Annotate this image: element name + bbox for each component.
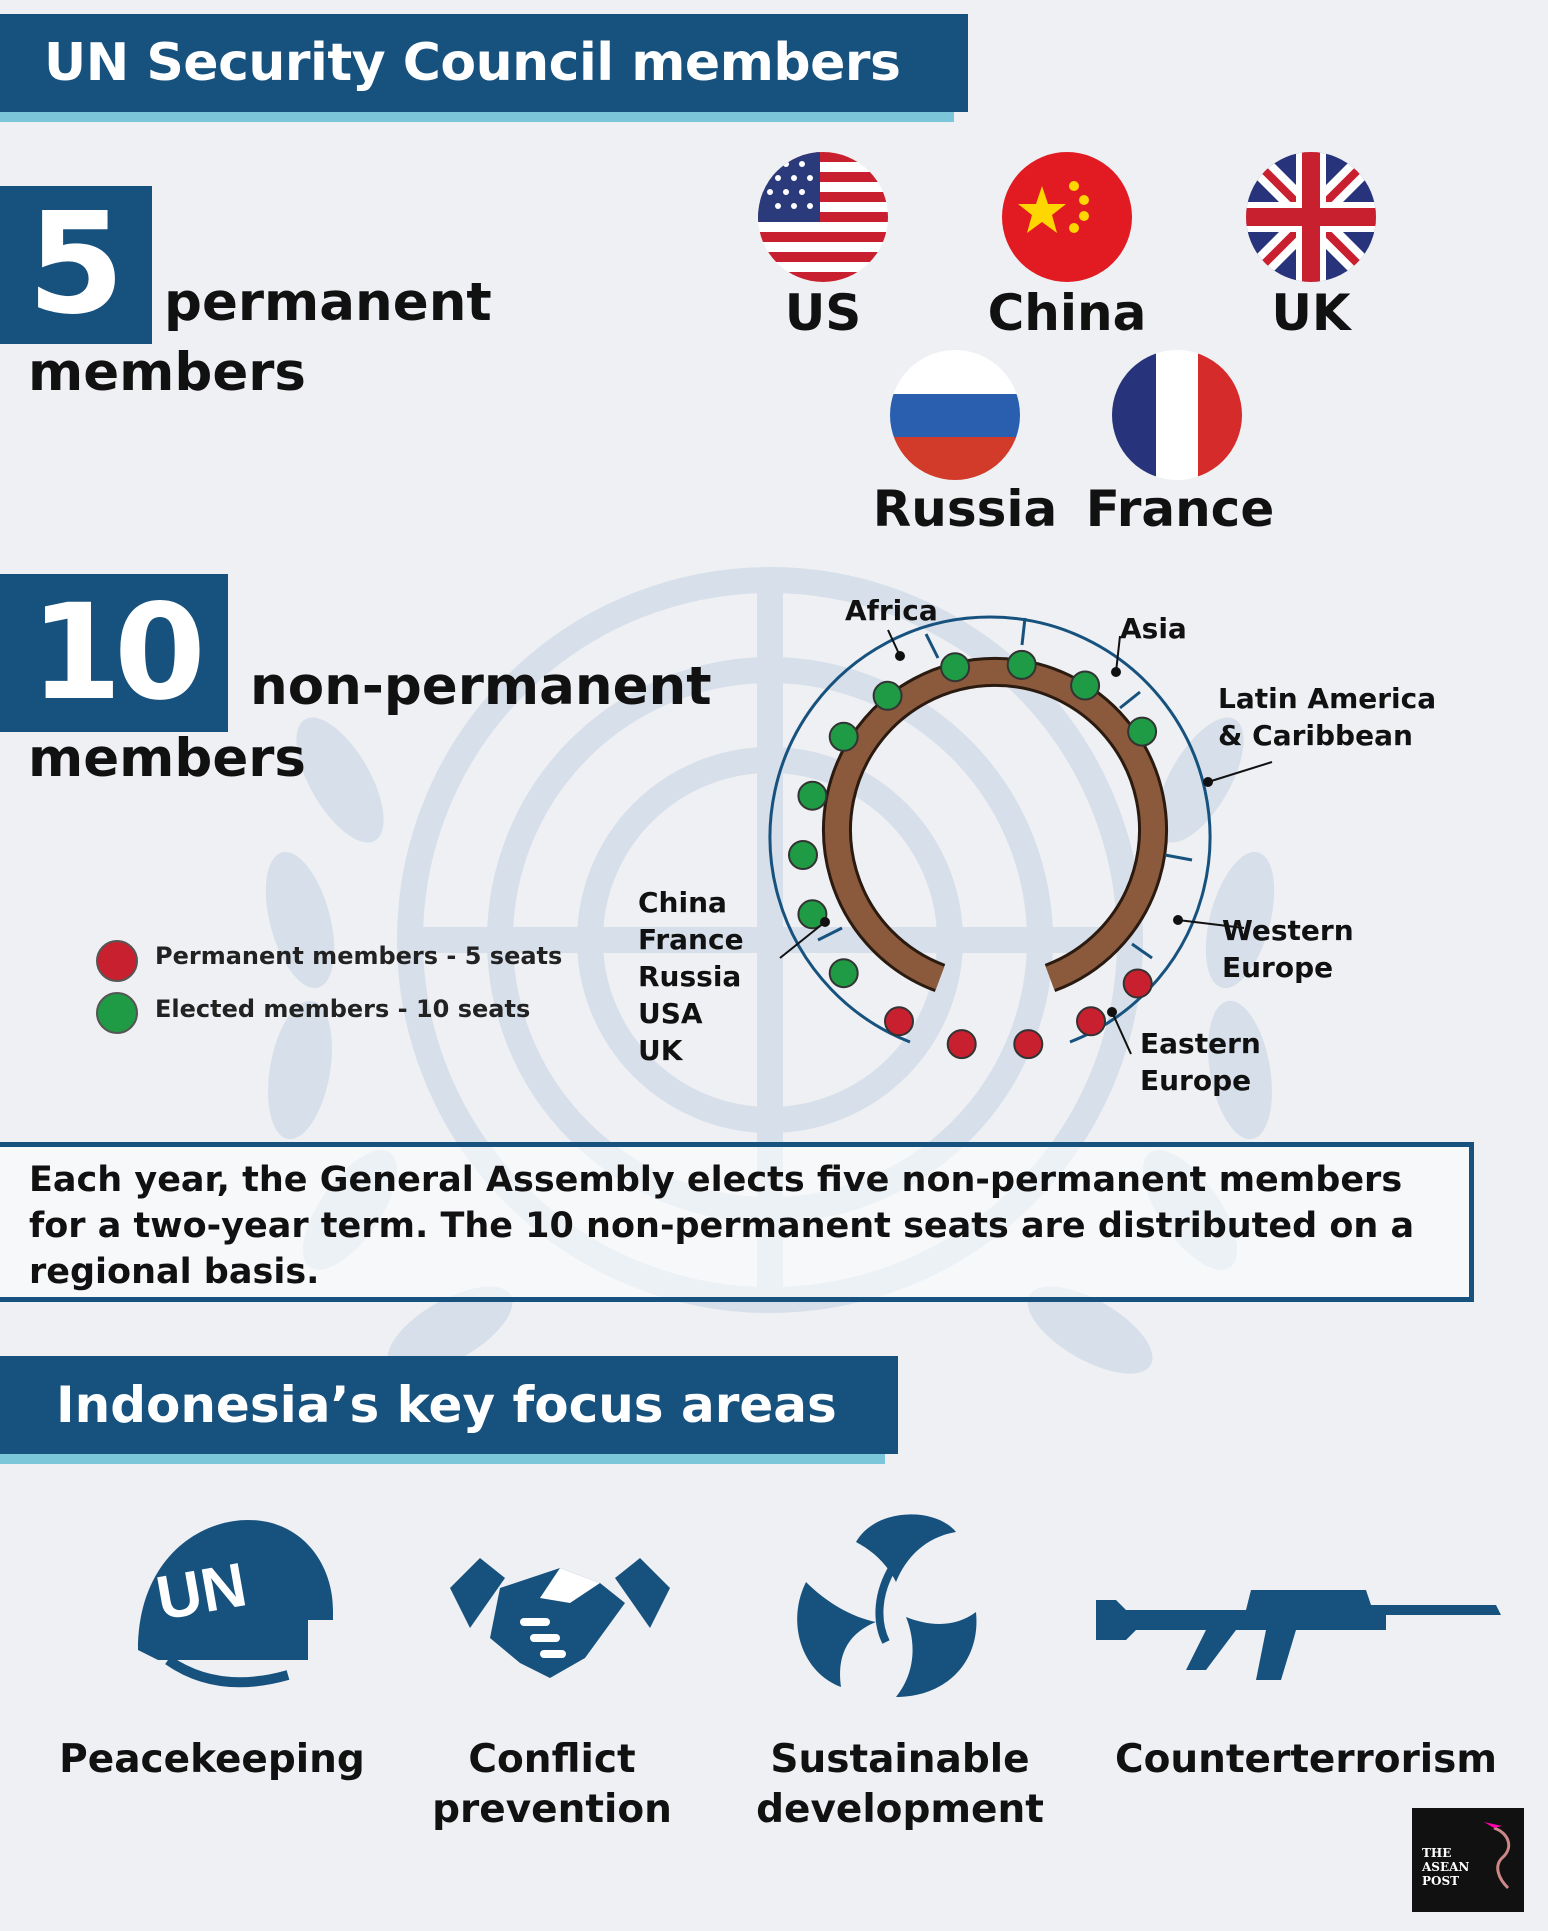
p5-china: China bbox=[638, 886, 727, 919]
p5-usa: USA bbox=[638, 997, 703, 1030]
permanent-label-1: permanent bbox=[164, 272, 492, 333]
region-western-1: Western bbox=[1222, 914, 1354, 947]
nonpermanent-label-1: non-permanent bbox=[250, 656, 712, 717]
recycle-leaves-icon bbox=[786, 1502, 986, 1702]
region-eastern-1: Eastern bbox=[1140, 1027, 1261, 1060]
focus-underline bbox=[0, 1454, 885, 1464]
p5-russia: Russia bbox=[638, 960, 742, 993]
uk-flag-icon bbox=[1246, 152, 1376, 282]
country-france: France bbox=[1085, 480, 1275, 538]
nonpermanent-count: 10 bbox=[30, 576, 198, 730]
title-banner bbox=[0, 14, 968, 112]
p5-uk: UK bbox=[638, 1034, 683, 1067]
focus-title: Indonesia’s key focus areas bbox=[56, 1376, 837, 1434]
nonpermanent-label-2: members bbox=[28, 728, 306, 789]
legend-elected-label: Elected members - 10 seats bbox=[155, 995, 531, 1023]
us-flag-icon bbox=[758, 152, 888, 282]
page-title: UN Security Council members bbox=[44, 33, 901, 93]
permanent-count: 5 bbox=[27, 183, 125, 346]
title-underline bbox=[0, 112, 954, 122]
focus-conflict-2: prevention bbox=[432, 1787, 672, 1832]
logo-line2: ASEAN bbox=[1422, 1860, 1470, 1874]
bird-icon bbox=[1474, 1818, 1518, 1898]
region-eastern-2: Europe bbox=[1140, 1064, 1252, 1097]
focus-conflict-1: Conflict bbox=[468, 1737, 636, 1782]
p5-france: France bbox=[638, 923, 744, 956]
russia-flag-icon bbox=[890, 350, 1020, 480]
region-leader-lines bbox=[740, 600, 1300, 1070]
france-flag-icon bbox=[1112, 350, 1242, 480]
legend-permanent-label: Permanent members - 5 seats bbox=[155, 942, 563, 970]
info-box bbox=[0, 1142, 1474, 1302]
rifle-icon bbox=[1096, 1570, 1506, 1700]
logo-line3: POST bbox=[1422, 1874, 1460, 1888]
focus-sustainable-1: Sustainable bbox=[770, 1737, 1030, 1782]
focus-sustainable-2: development bbox=[756, 1787, 1044, 1832]
region-latam-2: & Caribbean bbox=[1218, 719, 1413, 752]
country-uk: UK bbox=[1271, 284, 1351, 342]
logo-line1: THE bbox=[1422, 1846, 1452, 1860]
region-western-2: Europe bbox=[1222, 951, 1334, 984]
country-us: US bbox=[784, 284, 862, 342]
legend-elected-dot bbox=[96, 992, 138, 1034]
country-china: China bbox=[987, 284, 1147, 342]
country-russia: Russia bbox=[872, 480, 1058, 538]
permanent-label-2: members bbox=[28, 342, 306, 403]
permanent-count-box bbox=[0, 183, 152, 346]
region-africa: Africa bbox=[845, 594, 938, 627]
info-text: Each year, the General Assembly elects five non-permanent members for a two-year term. The 10 non-permanent seats are distributed on a regional basis. bbox=[29, 1160, 1415, 1292]
china-flag-icon bbox=[1002, 152, 1132, 282]
focus-peacekeeping: Peacekeeping bbox=[59, 1737, 365, 1782]
helmet-label: UN bbox=[151, 1550, 252, 1634]
focus-banner bbox=[0, 1356, 898, 1454]
asean-post-logo bbox=[1412, 1808, 1524, 1912]
legend-permanent-dot bbox=[96, 940, 138, 982]
region-latam-1: Latin America bbox=[1218, 682, 1437, 715]
focus-counterterrorism: Counterterrorism bbox=[1114, 1737, 1498, 1782]
region-asia: Asia bbox=[1120, 612, 1187, 645]
helmet-icon bbox=[128, 1520, 338, 1700]
handshake-icon bbox=[450, 1548, 670, 1688]
nonpermanent-count-box bbox=[0, 574, 228, 732]
